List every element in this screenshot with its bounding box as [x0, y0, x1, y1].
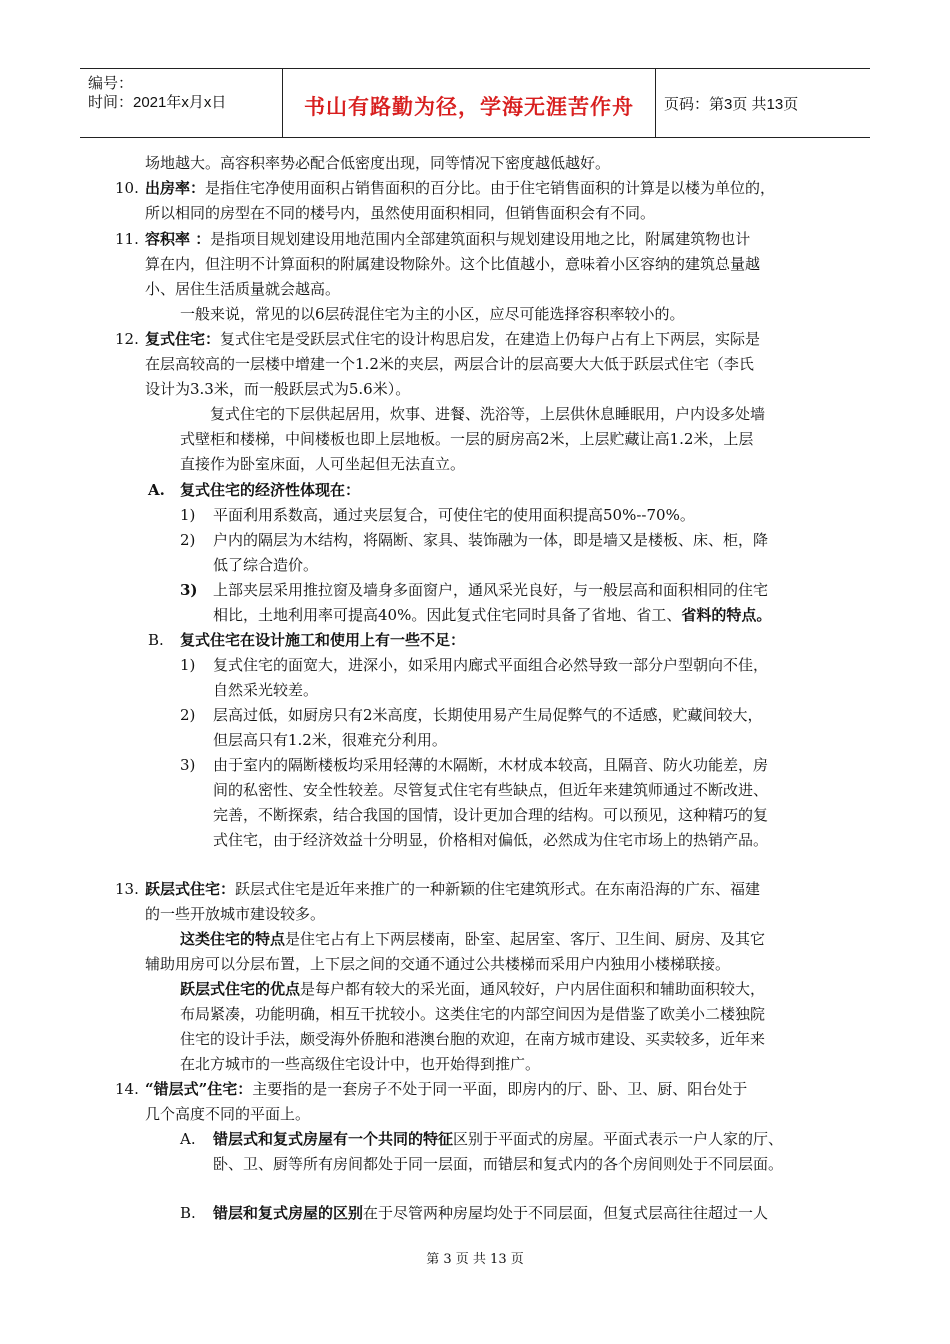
text-line	[213, 1202, 768, 1224]
text-run: 在于尽管两种房屋均处于不同层面，但复式层高往往超过一人	[363, 1204, 769, 1222]
header-motto: 书山有路勤为径，学海无涯苦作舟	[304, 95, 634, 119]
text-run: 间的私密性、安全性较差。尽管复式住宅有些缺点，但近年来建筑师通过不断改进、	[213, 781, 769, 799]
text-line	[213, 729, 447, 751]
text-run: 但层高只有1.2米，很难充分利用。	[213, 731, 447, 749]
text-run: 场地越大。高容积率势必配合低密度出现，同等情况下密度越低越好。	[145, 154, 611, 172]
text-line	[180, 579, 198, 601]
bold-text-run: 错层式和复式房屋有一个共同的特征	[213, 1130, 454, 1148]
text-run: 设计为3.3米，而一般跃层式为5.6米）。	[145, 380, 411, 398]
text-run: 主要指的是一套房子不处于同一平面，即房内的厅、卧、卫、厨、阳台处于	[252, 1080, 748, 1098]
text-line	[210, 403, 765, 425]
text-line	[115, 1078, 139, 1100]
header-meta-cell	[80, 69, 283, 137]
text-line	[115, 328, 139, 350]
document-date-label: 时间：2021年x月x日	[88, 94, 227, 111]
header-page-cell	[656, 69, 870, 137]
text-line	[213, 579, 768, 601]
text-line	[213, 529, 768, 551]
bold-text-run: 复式住宅：	[145, 330, 221, 348]
text-line	[145, 177, 775, 199]
text-run: 户内的隔层为木结构，将隔断、家具、装饰融为一体，即是墙又是楼板、床、柜，降	[213, 531, 769, 549]
text-line	[180, 704, 195, 726]
text-line	[180, 1053, 540, 1075]
bold-text-run: 这类住宅的特点	[180, 930, 286, 948]
text-line	[180, 978, 765, 1000]
text-line	[180, 1202, 196, 1224]
text-line	[145, 378, 410, 400]
text-run: 14.	[115, 1080, 139, 1098]
bold-text-run: 跃层式住宅：	[145, 880, 236, 898]
text-run: 是每户都有较大的采光面，通风较好，户内居住面积和辅助面积较大，	[300, 980, 766, 998]
text-line	[180, 453, 465, 475]
text-run: 所以相同的房型在不同的楼号内，虽然使用面积相同，但销售面积会有不同。	[145, 204, 656, 222]
text-line	[180, 428, 753, 450]
text-run: 层高过低，如厨房只有2米高度，长期使用易产生局促弊气的不适感，贮藏间较大，	[213, 706, 763, 724]
text-line	[115, 228, 139, 250]
bold-text-run: 3)	[180, 581, 198, 599]
page-footer: 第 3 页 共 13 页	[426, 1252, 524, 1267]
text-run: 平面利用系数高，通过夹层复合，可使住宅的使用面积提高50%--70%。	[213, 506, 695, 524]
bold-text-run: 复式住宅在设计施工和使用上有一些不足：	[180, 631, 466, 649]
text-line	[180, 629, 465, 651]
text-run: 是指住宅净使用面积占销售面积的百分比。由于住宅销售面积的计算是以楼为单位的，	[205, 179, 776, 197]
bold-text-run: 出房率：	[145, 179, 206, 197]
text-line	[145, 152, 610, 174]
text-line	[180, 654, 195, 676]
text-run: 复式住宅的面宽大，进深小，如采用内廊式平面组合必然导致一部分户型朝向不佳，	[213, 656, 769, 674]
text-line	[213, 654, 768, 676]
bold-text-run: 跃层式住宅的优点	[180, 980, 301, 998]
text-line	[145, 903, 325, 925]
text-run: 是住宅占有上下两层楼南，卧室、起居室、客厅、卫生间、厨房、及其它	[285, 930, 766, 948]
text-run: 相比，土地利用率可提高40%。因此复式住宅同时具备了省地、省工、	[213, 606, 682, 624]
text-run: 由于室内的隔断楼板均采用轻薄的木隔断，木材成本较高，且隔音、防火功能差，房	[213, 756, 769, 774]
text-line	[145, 353, 754, 375]
text-line	[180, 1028, 765, 1050]
text-run: 算在内，但注明不计算面积的附属建设物除外。这个比值越小，意味着小区容纳的建筑总量越	[145, 255, 761, 273]
text-run: 复式住宅是受跃层式住宅的设计构思启发，在建造上仍每户占有上下两层，实际是	[220, 330, 761, 348]
header-motto-cell	[283, 69, 656, 137]
bold-text-run: 省料的特点。	[681, 606, 772, 624]
text-line	[145, 1103, 310, 1125]
text-line	[180, 754, 195, 776]
text-line	[213, 754, 768, 776]
text-run: 复式住宅的下层供起居用，炊事、进餐、洗浴等，上层供休息睡眠用，户内设多处墙	[210, 405, 766, 423]
text-line	[180, 1128, 196, 1150]
text-run: 3)	[180, 756, 196, 774]
bold-text-run: “错层式”住宅：	[145, 1080, 253, 1098]
text-run: B.	[148, 631, 164, 649]
header-page-number: 页码：第3页 共13页	[664, 96, 799, 113]
text-line	[213, 604, 771, 626]
text-line	[145, 328, 760, 350]
text-run: 直接作为卧室床面，人可坐起但无法直立。	[180, 455, 466, 473]
text-run: 是指项目规划建设用地范围内全部建筑面积与规划建设用地之比，附属建筑物也计	[210, 230, 751, 248]
text-line	[213, 804, 768, 826]
text-run: B.	[180, 1204, 196, 1222]
text-line	[180, 1003, 765, 1025]
text-run: 卧、卫、厨等所有房间都处于同一层面，而错层和复式内的各个房间则处于不同层面。	[213, 1155, 784, 1173]
text-line	[180, 303, 685, 325]
text-run: 2)	[180, 706, 196, 724]
text-line	[213, 1128, 783, 1150]
text-run: A.	[180, 1130, 196, 1148]
text-line	[213, 829, 768, 851]
text-line	[213, 704, 763, 726]
bold-text-run: 错层和复式房屋的区别	[213, 1204, 364, 1222]
text-run: 在层高较高的一层楼中增建一个1.2米的夹层，两层合计的层高要大大低于跃层式住宅（李氏	[145, 355, 754, 373]
text-run: 小、居住生活质量就会越高。	[145, 280, 341, 298]
text-line	[145, 278, 340, 300]
text-line	[213, 779, 768, 801]
text-line	[145, 953, 730, 975]
text-line	[180, 504, 195, 526]
text-run: 在北方城市的一些高级住宅设计中，也开始得到推广。	[180, 1055, 541, 1073]
text-run: 低了综合造价。	[213, 556, 319, 574]
text-run: 辅助用房可以分层布置，上下层之间的交通不通过公共楼梯而采用户内独用小楼梯联接。	[145, 955, 731, 973]
text-line	[115, 177, 139, 199]
text-run: 完善，不断探索，结合我国的国情，设计更加合理的结构。可以预见，这种精巧的复	[213, 806, 769, 824]
text-run: 区别于平面式的房屋。平面式表示一户人家的厅、	[453, 1130, 784, 1148]
text-line	[145, 253, 760, 275]
text-run: 几个高度不同的平面上。	[145, 1105, 311, 1123]
text-run: 10.	[115, 179, 139, 197]
page-header-table	[80, 68, 870, 138]
text-line	[148, 629, 164, 651]
text-run: 式住宅，由于经济效益十分明显，价格相对偏低，必然成为住宅市场上的热销产品。	[213, 831, 769, 849]
text-run: 12.	[115, 330, 139, 348]
text-run: 布局紧凑，功能明确，相互干扰较小。这类住宅的内部空间因为是借鉴了欧美小二楼独院	[180, 1005, 766, 1023]
text-run: 的一些开放城市建设较多。	[145, 905, 326, 923]
text-run: 自然采光较差。	[213, 681, 319, 699]
text-line	[148, 479, 165, 501]
text-line	[213, 679, 318, 701]
text-line	[180, 479, 360, 501]
text-run: 11.	[115, 230, 139, 248]
text-line	[115, 878, 139, 900]
text-run: 式壁柜和楼梯，中间楼板也即上层地板。一层的厨房高2米，上层贮藏让高1.2米，上层	[180, 430, 754, 448]
text-line	[145, 202, 655, 224]
text-line	[180, 928, 765, 950]
document-number-label: 编号：	[88, 75, 134, 92]
text-line	[180, 529, 195, 551]
bold-text-run: A.	[148, 481, 165, 499]
text-run: 上部夹层采用推拉窗及墙身多面窗户，通风采光良好，与一般层高和面积相同的住宅	[213, 581, 769, 599]
bold-text-run: 复式住宅的经济性体现在：	[180, 481, 361, 499]
text-run: 2)	[180, 531, 196, 549]
text-line	[213, 554, 318, 576]
text-run: 一般来说，常见的以6层砖混住宅为主的小区，应尽可能选择容积率较小的。	[180, 305, 685, 323]
text-run: 跃层式住宅是近年来推广的一种新颖的住宅建筑形式。在东南沿海的广东、福建	[235, 880, 761, 898]
text-line	[213, 504, 695, 526]
text-line	[145, 228, 750, 250]
text-run: 1)	[180, 656, 196, 674]
bold-text-run: 容积率 ：	[145, 230, 211, 248]
text-line	[145, 1078, 747, 1100]
text-run: 13.	[115, 880, 139, 898]
text-line	[213, 1153, 783, 1175]
text-run: 1)	[180, 506, 196, 524]
text-run: 住宅的设计手法，颇受海外侨胞和港澳台胞的欢迎，在南方城市建设、买卖较多，近年来	[180, 1030, 766, 1048]
text-line	[145, 878, 760, 900]
